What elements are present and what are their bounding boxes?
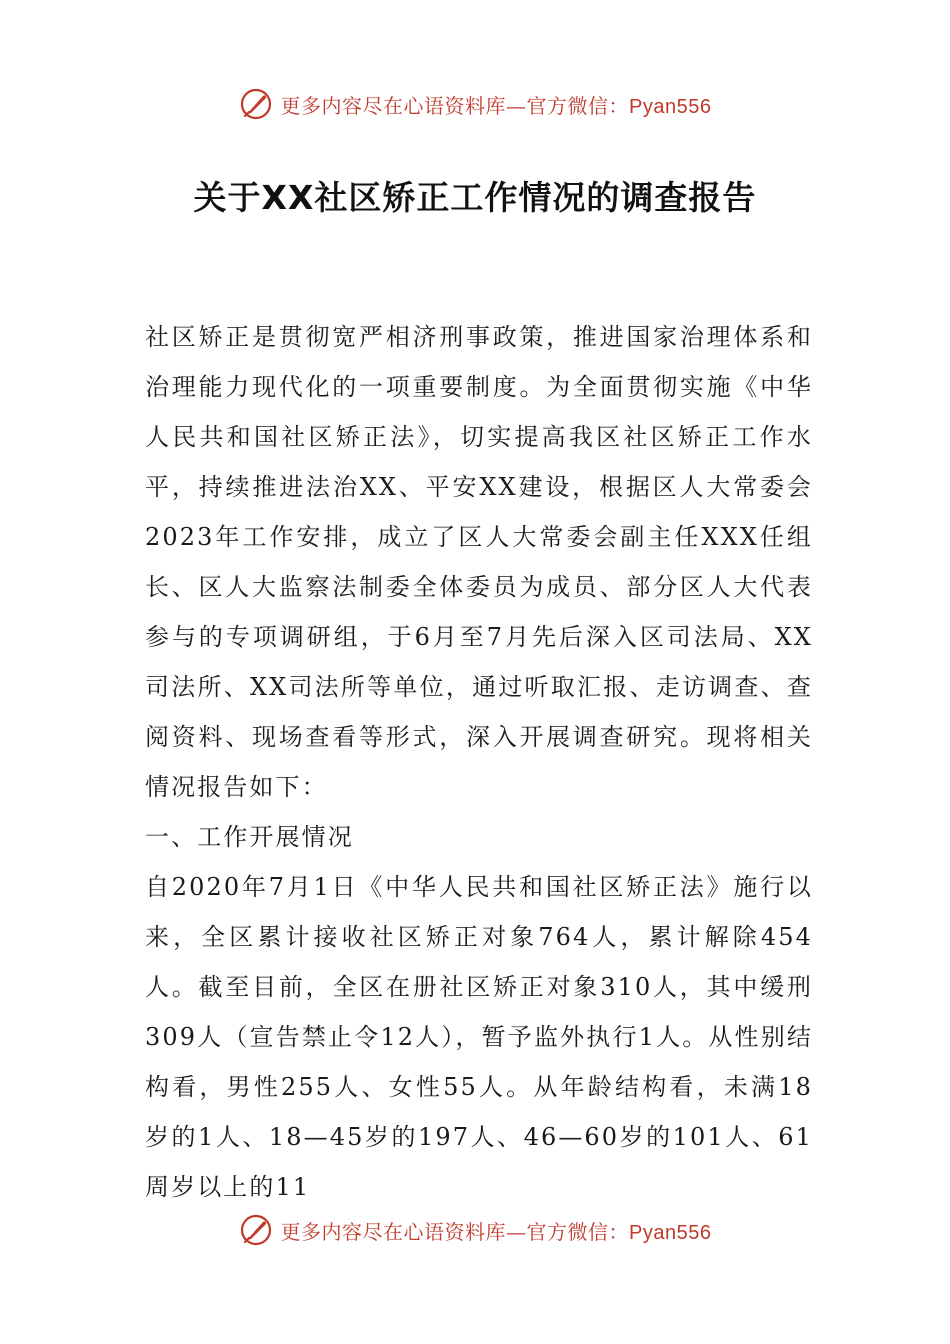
document-body: [145, 312, 813, 1212]
banner-text: 更多内容尽在心语资料库—官方微信：Pyan556: [280, 93, 712, 118]
quill-pen-logo-icon: [239, 1213, 273, 1247]
footer-banner: [0, 1210, 950, 1250]
banner-handle: Pyan556: [629, 95, 712, 118]
paragraph-intro: 社区矫正是贯彻宽严相济刑事政策，推进国家治理体系和治理能力现代化的一项重要制度。为全面贯彻实施《中华人民共和国社区矫正法》，切实提高我区社区矫正工作水平，持续推进法治XX、平安XX建设，根据区人大常委会2023年工作安排，成立了区人大常委会副主任XXX任组长、区人大监察法制委全体委员为成员、部分区人大代表参与的专项调研组，于6月至7月先后深入区司法局、XX司法所、XX司法所等单位，通过听取汇报、走访调查、查阅资料、现场查看等形式，深入开展调查研究。现将相关情况报告如下：: [145, 323, 813, 801]
banner-handle: Pyan556: [629, 1221, 712, 1244]
paragraph-section-1: 自2020年7月1日《中华人民共和国社区矫正法》施行以来，全区累计接收社区矫正对象764人，累计解除454人。截至目前，全区在册社区矫正对象310人，其中缓刑309人（宣告禁止令12人），暂予监外执行1人。从性别结构看，男性255人、女性55人。从年龄结构看，未满18岁的1人、18—45岁的197人、46—60岁的101人、61周岁以上的11: [145, 873, 813, 1201]
section-heading: 一、工作开展情况: [145, 823, 354, 851]
header-banner: [0, 84, 950, 124]
quill-pen-logo-icon: [239, 87, 273, 121]
document-title: 关于XX社区矫正工作情况的调查报告: [193, 178, 757, 217]
banner-text: 更多内容尽在心语资料库—官方微信：Pyan556: [280, 1219, 712, 1244]
